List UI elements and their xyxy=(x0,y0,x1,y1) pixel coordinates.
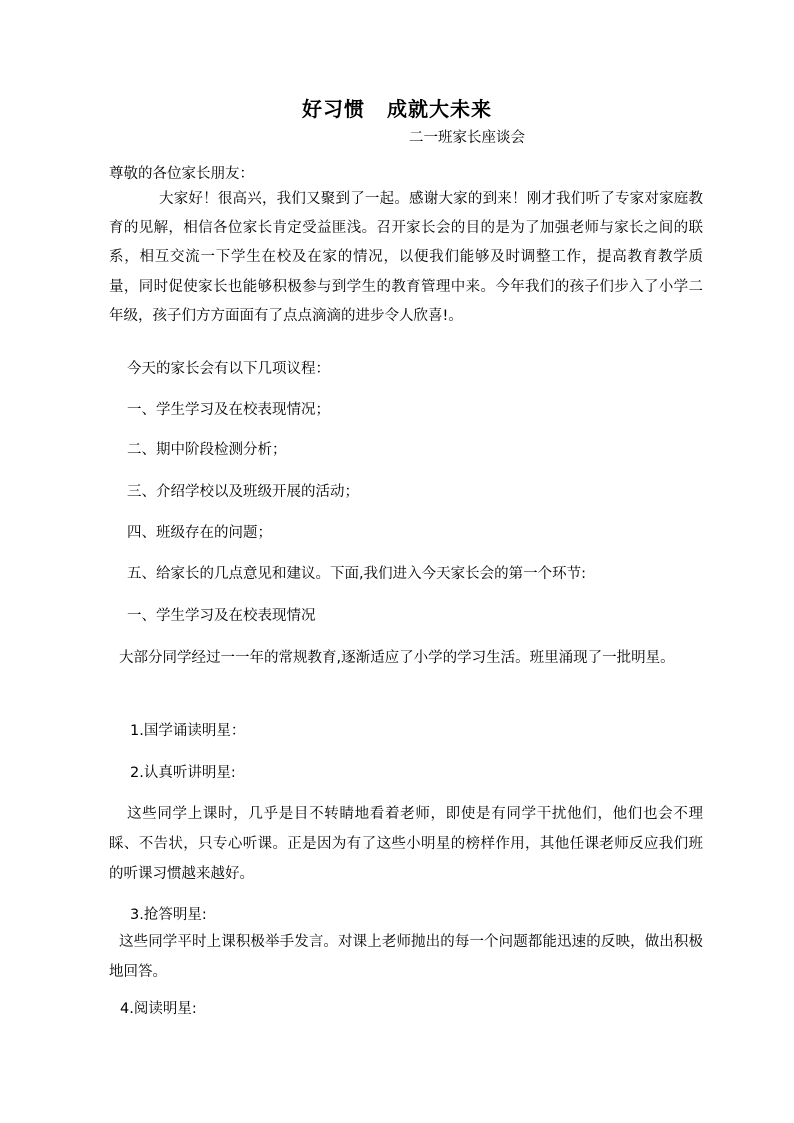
agenda-item: 一、学生学习及在校表现情况； xyxy=(127,402,330,418)
title-part-2: 成就大未来 xyxy=(387,97,492,121)
document-subtitle: 二一班家长座谈会 xyxy=(409,130,525,146)
section-heading: 一、学生学习及在校表现情况 xyxy=(127,608,316,624)
salutation: 尊敬的各位家长朋友： xyxy=(109,166,254,182)
star-heading: 4.阅读明星: xyxy=(120,1001,197,1017)
star-heading: 3.抢答明星: xyxy=(130,907,207,923)
body-paragraph: 这些同学上课时，几乎是目不转睛地看着老师，即使是有同学干扰他们，他们也会不理睬、不告状，只专心听课。正是因为有了这些小明星的榜样作用，其他任课老师反应我们班的听课习惯越来越好。 xyxy=(109,806,703,882)
agenda-item: 二、期中阶段检测分析； xyxy=(127,442,287,458)
agenda-item: 三、介绍学校以及班级开展的活动； xyxy=(127,484,359,500)
intro-paragraph: 大家好！很高兴，我们又聚到了一起。感谢大家的到来！刚才我们听了专家对家庭教育的见解，相信各位家长肯定受益匪浅。召开家长会的目的是为了加强老师与家长之间的联系，相互交流一下学生在校及在家的情况，以便我们能够及时调整工作，提高教育教学质量，同时促使家长也能够积极参与到学生的教育管理中来。今年我们的孩子们步入了小学二年级，孩子们方方面面有了点点滴滴的进步令人欣喜!。 xyxy=(109,191,703,324)
agenda-item: 五、给家长的几点意见和建议。下面,我们进入今天家长会的第一个环节: xyxy=(127,566,586,582)
star-heading: 1.国学诵读明星： xyxy=(130,723,246,739)
body-paragraph: 这些同学平时上课积极举手发言。对课上老师抛出的每一个问题都能迅速的反映，做出积极地回答。 xyxy=(109,934,703,980)
agenda-intro: 今天的家长会有以下几项议程： xyxy=(127,361,330,377)
title-part-1: 好习惯 xyxy=(302,97,365,121)
star-heading: 2.认真听讲明星: xyxy=(130,765,236,781)
document-title xyxy=(0,94,794,124)
agenda-item: 四、班级存在的问题； xyxy=(127,525,272,541)
body-paragraph: 大部分同学经过一一年的常规教育,逐渐适应了小学的学习生活。班里涌现了一批明星。 xyxy=(119,650,675,666)
